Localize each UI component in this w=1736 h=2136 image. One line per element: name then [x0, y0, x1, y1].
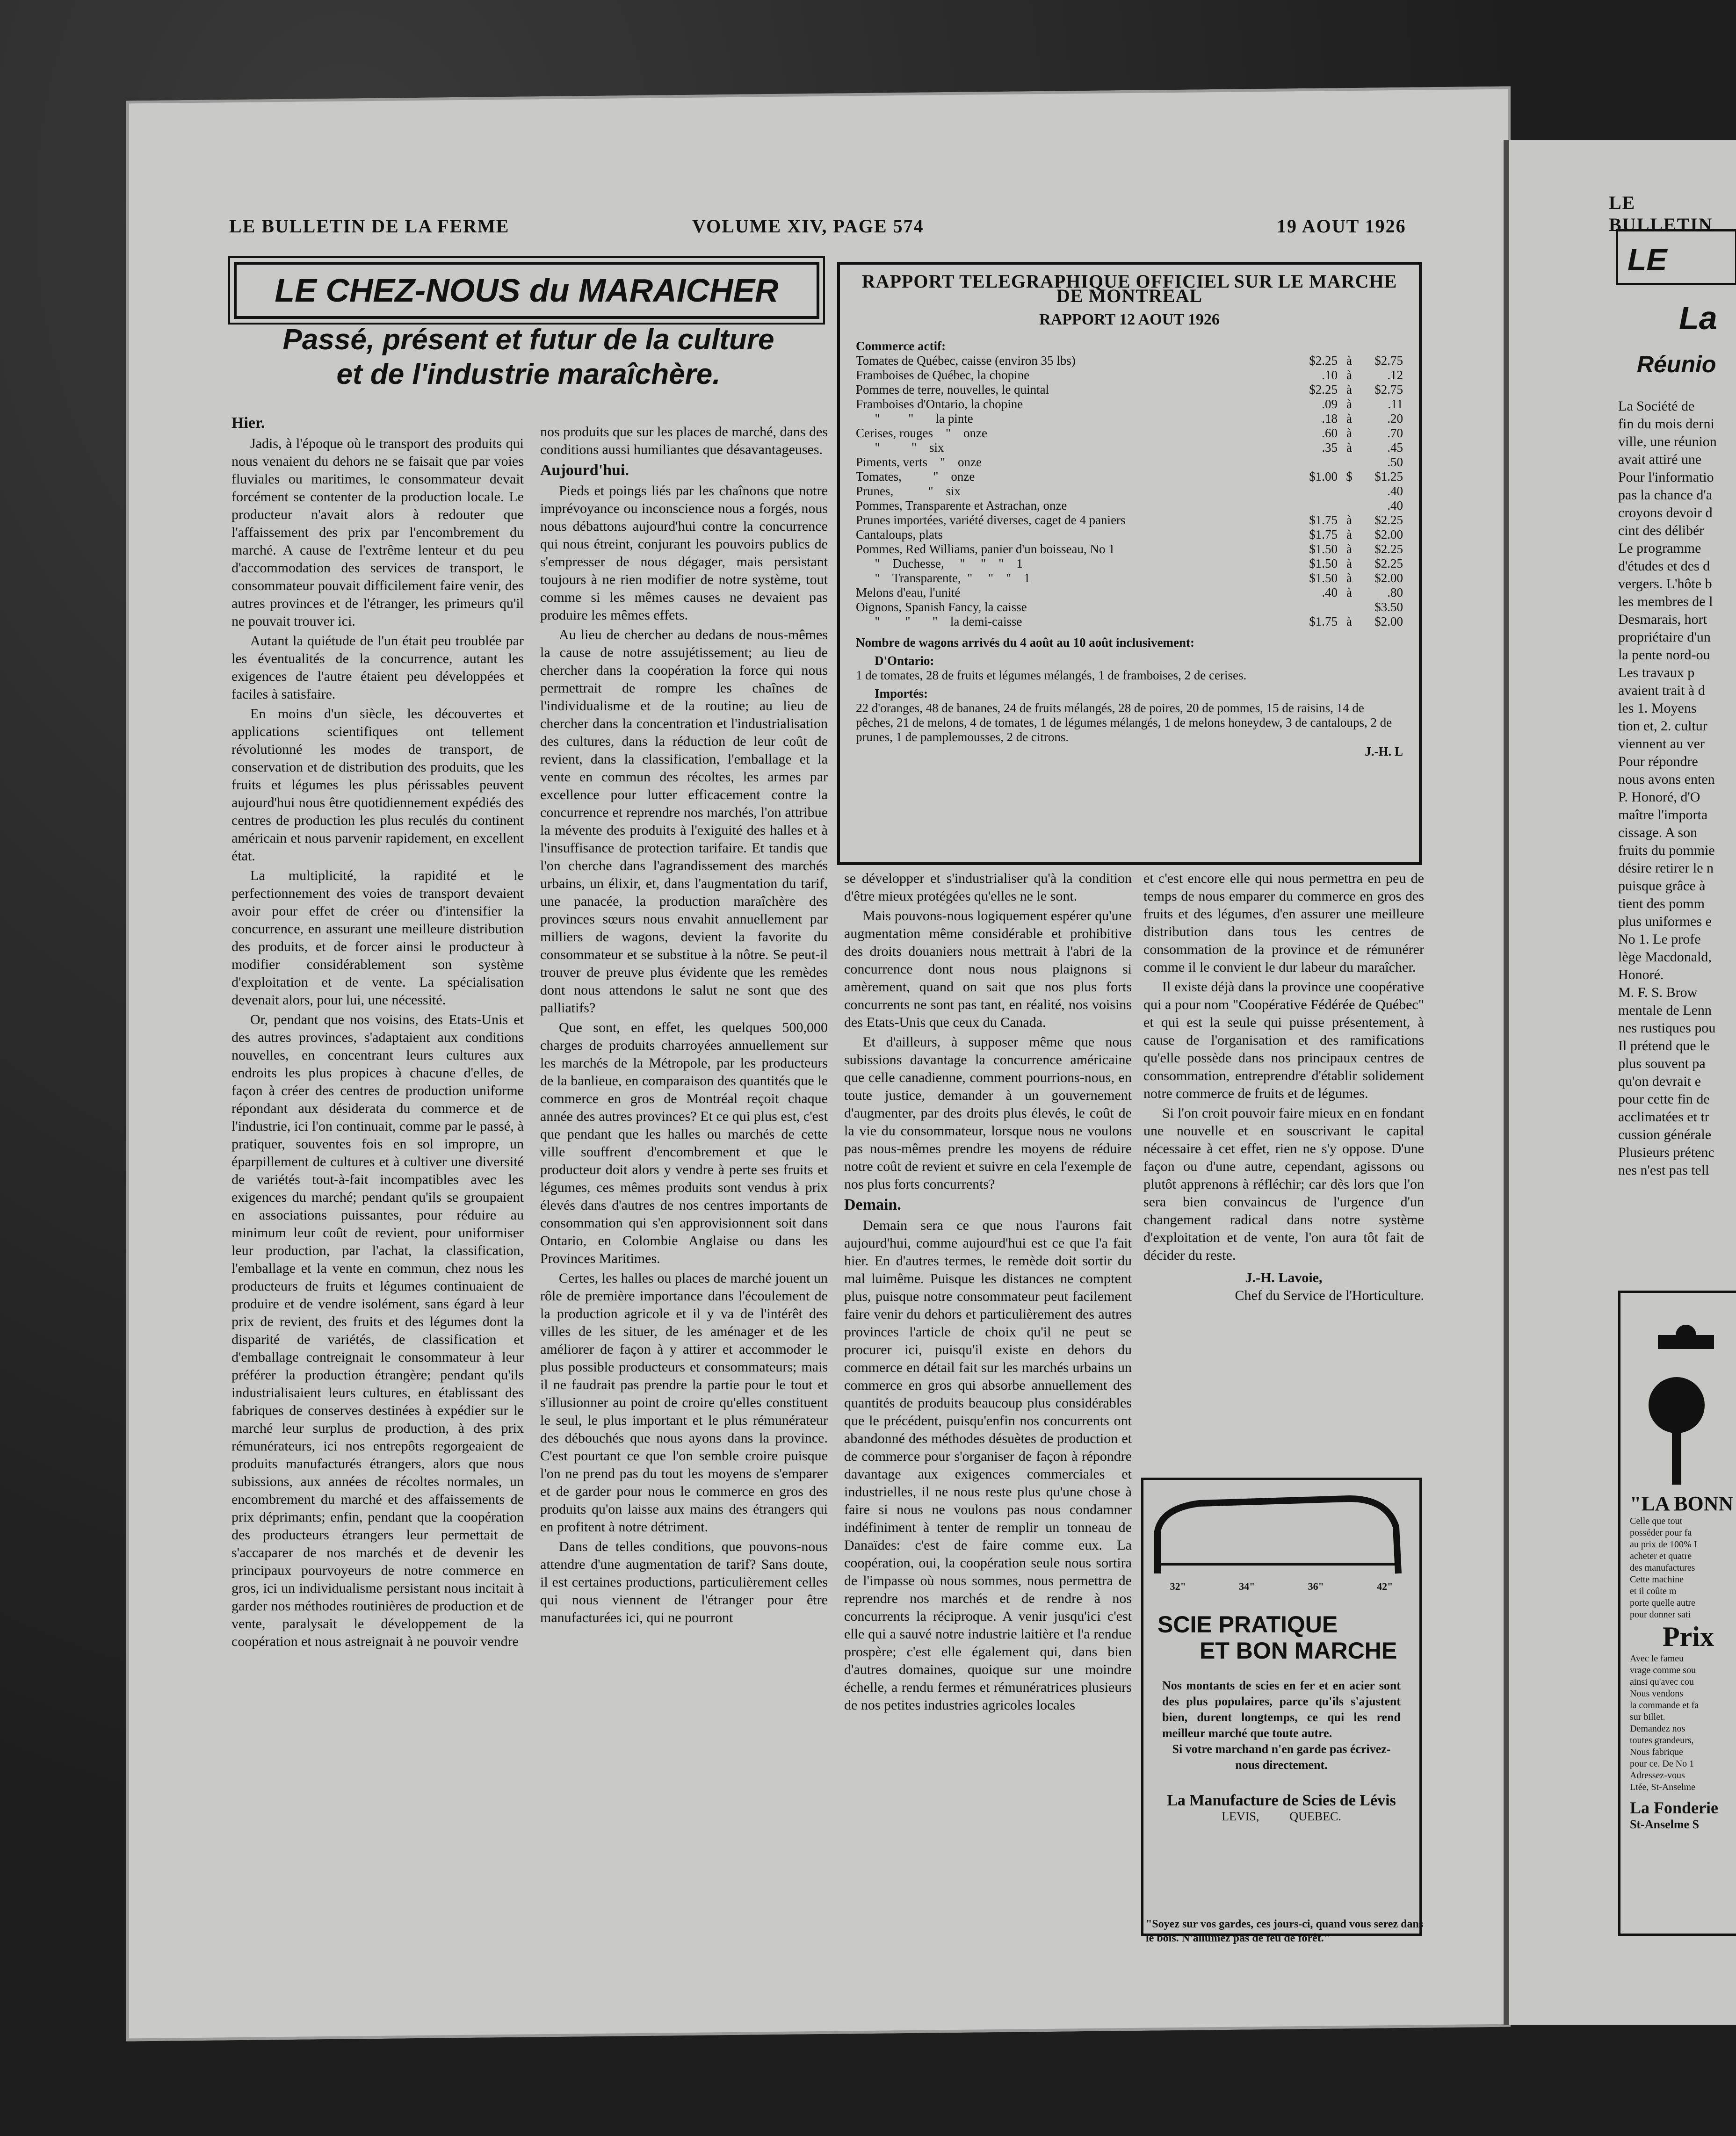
text-line: No 1. Le profe — [1618, 931, 1701, 947]
price-cell-s: à — [1346, 527, 1352, 541]
price-cell-s: à — [1346, 397, 1352, 411]
text-line: porte quelle autre — [1630, 1598, 1695, 1608]
price-cell-a: $1.50 — [1309, 542, 1338, 556]
paragraph: Or, pendant que nos voisins, des Etats-Unis et des autres provinces, s'adaptaient aux conditions nouvelles, en concentrant leurs cultures aux endroits les plus propices à chacune d'elles, de façon à créer des centres de production uniforme répondant aux désiderata du commerce et de l'industrie, ici l'on continuait, comme par le passé, à pratiquer, souventes fois en sol impropre, un éparpillement de cultures et à cultiver une diversité de variétés tout-à-fait incompatibles avec les exigences du marché; pendant qu'ils se groupaient en associations puissantes, pour réduire au minimum leur coût de revient, pour uniformiser leur production, par l'achat, la classification, l'emballage et la vente en commun, chez nous les producteurs de fruits et légumes continuaient de produire et de vendre isolément, sans égard à leur prix de revient, des fruits et des légumes dont la disparité de variétés, de classification et d'emballage contreignait le consommateur à leur préférer la production étrangère; pendant qu'ils industrialisaient leurs cultures, en établissant des fabriques de conserves destinées à expédier sur le marché leur surplus de production, à des prix rémunérateurs, ici nos entrepôts regorgeaient de produits manufacturés étrangers, alors que nous subissions, aux années de récoltes normales, un encombrement du marché et des affaissements de prix déprimants; enfin, pendant que la coopération des producteurs étrangers leur permettait de s'accaparer de nos marchés et de devenir les principaux pourvoyeurs de notre commerce en gros, ici un individualisme persistant nous incitait à garder nos méthodes routinières de production et de vente, paralysait le développement de la coopération et nous astreignait à ne pouvoir vendre — [231, 1012, 524, 1649]
text-line: d'études et des d — [1618, 558, 1710, 574]
text-line: nes rustiques pou — [1618, 1020, 1716, 1036]
paragraph: Autant la quiétude de l'un était peu troublée par les éventualités de la concurrence, autant les exigences de l'autre étaient peu développées et faciles à satisfaire. — [231, 633, 524, 702]
paragraph: se développer et s'industrialiser qu'à la condition d'être mieux protégées qu'elles ne le sont. — [844, 871, 1132, 904]
text-line: croyons devoir d — [1618, 505, 1713, 520]
price-cell-a: .10 — [1322, 368, 1338, 382]
price-cell-a: $1.75 — [1309, 513, 1338, 527]
paragraph: La multiplicité, la rapidité et le perfectionnement des voies de transport devaient avoir pour effet de créer ou d'intensifier la concurrence, en assurant une meilleure distribution des produits, et de forcer ainsi le producteur à modifier considérablement son système d'exploitation et de vente. La spécialisation devenait alors, pour lui, une nécessité. — [231, 868, 524, 1008]
price-table — [856, 354, 1403, 629]
price-row — [856, 498, 1403, 513]
price-cell-s: à — [1346, 411, 1352, 426]
text-line: cussion générale — [1618, 1127, 1712, 1142]
report-signature: J.-H. L — [1365, 744, 1403, 758]
price-cell-a: $1.50 — [1309, 571, 1338, 585]
paragraph: Si l'on croit pouvoir faire mieux en en fondant une nouvelle et en souscrivant le capital nécessaire à cet effet, rien ne s'y oppose. D'une façon ou d'une autre, cependant, agissons ou plutôt apprenons à réfléchir; car dès lors que l'on sera bien convaincus de l'urgence d'un changement radical dans notre système d'exploitation et de vente, l'on aura tôt fait de décider du reste. — [1143, 1105, 1424, 1263]
saw-advertisement — [1141, 1478, 1422, 1936]
ad-body: Nos montants de scies en fer et en acier sont des plus populaires, parce qu'ils s'ajustent bien, durent longtemps, ce qui les rend meilleur marché que toute autre. — [1162, 1679, 1401, 1740]
article-title-line1: Passé, présent et futur de la culture — [282, 324, 774, 356]
ad-maker: La Manufacture de Scies de Lévis — [1167, 1792, 1396, 1809]
text-line: nes n'est pas tell — [1618, 1162, 1709, 1178]
text-line: Celle que tout — [1630, 1516, 1683, 1526]
price-row — [856, 527, 1403, 542]
imported-text: 22 d'oranges, 48 de bananes, 24 de fruits mélangés, 28 de poires, 20 de pommes, 15 de raisins, 14 de pêches, 21 de melons, 4 de tomates, 1 de légumes mélangés, 1 de melons honeydew, 3 de cantaloups, 2 de prunes, 1 de pamplemousses, 2 de citrons. — [856, 701, 1392, 744]
text-line: désire retirer le n — [1618, 860, 1714, 876]
ad-city: LEVIS, QUEBEC. — [1222, 1810, 1341, 1823]
price-row — [856, 440, 1403, 455]
price-cell-b: .45 — [1387, 440, 1403, 455]
text-line: puisque grâce à — [1618, 878, 1706, 894]
price-cell-a: .09 — [1322, 397, 1338, 411]
text-line: mentale de Lenn — [1618, 1003, 1712, 1018]
price-cell-b: $3.50 — [1374, 600, 1403, 614]
paragraph: Que sont, en effet, les quelques 500,000 charges de produits charroyées annuellement sur les marchés de la Métropole, par les producteurs de la banlieue, en comparaison des quantités que le commerce en gros de Montréal reçoit chaque année des autres provinces? Et ce qui plus est, c'est que pendant que les halles ou marchés de cette ville souffrent d'encombrement et que le producteur doit alors y vendre à perte ses fruits et légumes, ces mêmes produits sont vendus à prix élevés dans d'autres de nos centres importants de consommation qui s'en approvisionnent soit dans Ontario, en Colombie Anglaise ou dans les Provinces Maritimes. — [540, 1020, 828, 1266]
text-line: maître l'importa — [1618, 807, 1708, 823]
text-line: lège Macdonald, — [1618, 949, 1712, 965]
text-line: qu'on devrait e — [1618, 1074, 1701, 1089]
price-cell-n: " " " la demi-caisse — [856, 614, 1022, 628]
text-line: au prix de 100% I — [1630, 1539, 1697, 1550]
price-row — [856, 455, 1403, 469]
price-cell-a — [1295, 484, 1338, 498]
price-cell-b: .40 — [1387, 498, 1403, 512]
price-cell-a: .40 — [1322, 585, 1338, 599]
price-cell-s: $ — [1346, 469, 1353, 483]
text-line: M. F. S. Brow — [1618, 985, 1698, 1000]
price-cell-b: $2.25 — [1374, 542, 1403, 556]
right-ad-title: "LA BONN — [1630, 1492, 1734, 1515]
size-label: 36" — [1308, 1580, 1324, 1592]
price-cell-n: " Duchesse, " " " 1 — [856, 556, 1023, 570]
text-line: Les travaux p — [1618, 665, 1695, 680]
machine-illustration — [1620, 1293, 1736, 1489]
price-row — [856, 513, 1403, 527]
paragraph: Jadis, à l'époque où le transport des produits qui nous venaient du dehors ne se faisait que par voies fluviales ou maritimes, le consommateur devait forcément se contenter de la production locale. Le producteur n'avait alors à redouter que l'affaissement des prix par l'encombrement du marché. A cause de l'extrême lenteur et du peu d'accommodation des services de transport, le consommateur pouvait difficilement faire venir, des autres provinces et de l'étranger, les primeurs qu'il ne pouvait trouver ici. — [231, 436, 524, 629]
text-line: cint des délibér — [1618, 523, 1704, 538]
author-title: Chef du Service de l'Horticulture. — [1235, 1288, 1424, 1303]
text-line: tion et, 2. cultur — [1618, 718, 1707, 734]
text-line: pour cette fin de — [1618, 1091, 1710, 1107]
price-row — [856, 600, 1403, 614]
size-label: 32" — [1170, 1580, 1186, 1592]
text-line: fruits du pommie — [1618, 843, 1715, 858]
price-cell-b: $2.25 — [1374, 513, 1403, 527]
text-line: et il coûte m — [1630, 1586, 1677, 1596]
price-cell-s: à — [1346, 354, 1352, 368]
price-cell-n: Prunes, " six — [856, 484, 961, 498]
price-row — [856, 397, 1403, 411]
price-cell-n: Framboises d'Ontario, la chopine — [856, 397, 1023, 411]
saw-frame-illustration — [1143, 1480, 1419, 1588]
header-center: VOLUME XIV, PAGE 574 — [692, 216, 924, 237]
section-banner: LE CHEZ-NOUS du MARAICHER — [234, 262, 819, 319]
ad-body-2: Si votre marchand n'en garde pas écrivez-nous directement. — [1172, 1742, 1391, 1772]
right-ad-footer: La Fonderie — [1630, 1798, 1718, 1817]
price-cell-s: à — [1346, 542, 1352, 556]
imported-heading: Importés: — [875, 686, 928, 700]
price-cell-b: $2.25 — [1374, 556, 1403, 570]
paragraph: Il existe déjà dans la province une coopérative qui a pour nom "Coopérative Fédérée de Québec" et qui est la seule qui puisse présentement, à cause de l'organisation et des ramifications qu'elle possède dans nos principaux centres de consommation, entreprendre d'établir solidement notre commerce de fruits et de légumes. — [1143, 979, 1424, 1101]
paragraph: Dans de telles conditions, que pouvons-nous attendre d'une augmentation de tarif? Sans doute, il est certaines productions, particulièrement celles qui nous viennent de l'étranger pour être manufacturées ici, qui ne pourront — [540, 1539, 828, 1625]
price-cell-b: $2.75 — [1374, 354, 1403, 368]
report-section: Commerce actif: — [856, 339, 946, 353]
price-cell-a — [1295, 600, 1338, 614]
text-line: des manufactures — [1630, 1563, 1695, 1573]
text-line: posséder pour fa — [1630, 1528, 1692, 1538]
text-line: avait attiré une — [1618, 452, 1702, 467]
right-header: LE BULLETIN — [1609, 192, 1713, 235]
price-cell-s — [1338, 600, 1361, 614]
text-line: la commande et fa — [1630, 1700, 1699, 1710]
price-cell-a: .18 — [1322, 411, 1338, 426]
price-cell-n: Pommes, Transparente et Astrachan, onze — [856, 498, 1067, 512]
right-title: La — [1679, 300, 1717, 336]
ad-headline-2: ET BON MARCHE — [1200, 1638, 1397, 1664]
paragraph: En moins d'un siècle, les découvertes et applications scientifiques ont tellement révolutionné les modes de transport, de conservation et de distribution des produits, que les fruits et légumes les plus périssables peuvent aujourd'hui nous être quotidiennement expédiés des centres de production les plus reculés du continent américain et nous parvenir rapidement, en excellent état. — [231, 706, 524, 864]
price-row — [856, 571, 1403, 585]
price-cell-b: .50 — [1387, 455, 1403, 469]
text-line: Pour l'informatio — [1618, 469, 1714, 485]
text-line: tient des pomm — [1618, 896, 1705, 911]
price-cell-a: $1.75 — [1309, 527, 1338, 541]
text-line: Ltée, St-Anselme — [1630, 1782, 1695, 1792]
paragraph: Certes, les halles ou places de marché jouent un rôle de première importance dans l'écoulement de la production agricole et il y va de l'intérêt des villes de les situer, de les aménager et de les améliorer de façon à y attirer et accommoder le plus possible producteurs et consommateurs; mais il ne faudrait pas prendre la partie pour le tout et s'illusionner au point de croire qu'elles constituent le seul, le plus important et le plus rémunérateur des débouchés que nous ayons dans la province. C'est pourtant ce que l'on semble croire puisque l'on ne prend pas du tout les moyens de s'emparer et de garder pour nous le commerce en gros des produits qu'on laisse aux mains des étrangers qui en profitent à notre détriment. — [540, 1270, 828, 1535]
text-line: propriétaire d'un — [1618, 629, 1711, 645]
paragraph: Pieds et poings liés par les chaînons que notre imprévoyance ou inconscience nous a forgés, nous nous débattons aujourd'hui contre la concurrence qui nous étreint, conjurant les pouvoirs publics de s'empresser de nous dégager, mais persistant toujours à ne rien modifier de notre système, tout comme si les mêmes causes ne devaient pas produire les mêmes effets. — [540, 483, 828, 623]
text-line: Il prétend que le — [1618, 1038, 1710, 1054]
price-cell-s: à — [1346, 585, 1352, 599]
text-line: acclimatées et tr — [1618, 1109, 1709, 1125]
price-row — [856, 411, 1403, 426]
text-line: pour ce. De No 1 — [1630, 1759, 1694, 1769]
text-line: la pente nord-ou — [1618, 647, 1710, 663]
fire-slogan: "Soyez sur vos gardes, ces jours-ci, quand vous serez dans le bois. N'allumez pas de feu de forêt." — [1146, 1918, 1424, 1944]
header-right: 19 AOUT 1926 — [1277, 216, 1406, 237]
text-line: P. Honoré, d'O — [1618, 789, 1700, 805]
text-line: ainsi qu'avec cou — [1630, 1677, 1694, 1687]
price-cell-s: à — [1346, 382, 1352, 397]
text-line: plus uniformes e — [1618, 914, 1712, 929]
text-line: cissage. A son — [1618, 825, 1698, 840]
price-row — [856, 469, 1403, 484]
right-subtitle: Réunio — [1637, 351, 1716, 377]
column-2 — [540, 423, 828, 1629]
text-line: sur billet. — [1630, 1712, 1665, 1722]
price-cell-b: .70 — [1387, 426, 1403, 440]
ontario-heading: D'Ontario: — [875, 654, 934, 668]
text-line: pour donner sati — [1630, 1609, 1691, 1620]
price-row — [856, 556, 1403, 571]
price-cell-s: à — [1346, 556, 1352, 570]
price-cell-b: .40 — [1387, 484, 1403, 498]
text-line: La Société de — [1618, 398, 1695, 414]
price-cell-s — [1338, 455, 1361, 469]
report-subtitle: RAPPORT 12 AOUT 1926 — [1039, 311, 1220, 328]
text-line: plus souvent pa — [1618, 1056, 1706, 1071]
text-line: pas la chance d'a — [1618, 487, 1713, 503]
text-line: nous avons enten — [1618, 772, 1715, 787]
price-cell-a: $2.25 — [1309, 354, 1338, 368]
text-line: Nous vendons — [1630, 1689, 1683, 1699]
ontario-text: 1 de tomates, 28 de fruits et légumes mélangés, 1 de framboises, 2 de cerises. — [856, 668, 1247, 682]
right-ad-body-2 — [1620, 1653, 1736, 1793]
price-row — [856, 484, 1403, 498]
text-line: acheter et quatre — [1630, 1551, 1692, 1561]
right-banner: LE — [1616, 229, 1736, 285]
right-advertisement — [1618, 1291, 1736, 1936]
paragraph: nos produits que sur les places de marché, dans des conditions aussi humiliantes que désavantageuses. — [540, 424, 828, 457]
price-row — [856, 426, 1403, 440]
author-name: J.-H. Lavoie, — [1245, 1270, 1323, 1285]
paragraph: Mais pouvons-nous logiquement espérer qu'une augmentation même considérable et prohibitive des droits douaniers nous mettrait à l'abri de la concurrence dont nous nous plaignons si amèrement, quand on sait que nos plus forts concurrents ne sont pas tant, en réalité, nos voisins des Etats-Unis que ceux du Canada. — [844, 908, 1132, 1030]
column-3 — [844, 870, 1132, 1716]
price-row — [856, 368, 1403, 382]
column-4 — [1143, 870, 1424, 1305]
price-cell-n: Tomates, " onze — [856, 469, 975, 483]
price-cell-b: $2.00 — [1374, 527, 1403, 541]
price-cell-n: Prunes importées, variété diverses, caget de 4 paniers — [856, 513, 1126, 527]
text-line: Adressez-vous — [1630, 1770, 1685, 1781]
price-cell-n: Piments, verts " onze — [856, 455, 982, 469]
right-column — [1618, 397, 1736, 1179]
wagons-heading: Nombre de wagons arrivés du 4 août au 10 août inclusivement: — [856, 635, 1195, 649]
price-cell-b: .20 — [1387, 411, 1403, 426]
price-cell-n: " Transparente, " " " 1 — [856, 571, 1030, 585]
price-cell-s: à — [1346, 513, 1352, 527]
price-cell-b: $2.75 — [1374, 382, 1403, 397]
text-line: toutes grandeurs, — [1630, 1735, 1694, 1746]
price-cell-s: à — [1346, 368, 1352, 382]
market-report-box — [837, 262, 1422, 865]
paragraph: Au lieu de chercher au dedans de nous-mêmes la cause de notre assujétissement; au lieu de chercher dans la coopération la force qui nous permettrait de rompre les chaînes de l'individualisme et de la routine; au lieu de chercher dans la concentration et l'industrialisation des cultures, dans la réduction de leur coût de revient, dans la classification, l'emballage et la vente en commun des récoltes, les armes par excellence pour lutter efficacement contre la concurrence et reprendre nos marchés, l'on attribue la mévente des produits à l'exiguité des halles et à l'insuffisance de protection tarifaire. Et tandis que l'on cherche dans l'agrandissement des marchés urbains, un élixir, et, dans l'augmentation du tarif, une panacée, la production maraîchère des provinces sœurs nous envahit annuellement par milliers de wagons, devient la favorite du consommateur et se substitue à la nôtre. Se peut-il trouver de preuve plus évidente que les remèdes dont nous attendons le salut ne sont que des palliatifs? — [540, 627, 828, 1016]
text-line: Le programme — [1618, 541, 1701, 556]
text-line: Cette machine — [1630, 1574, 1684, 1585]
price-row — [856, 542, 1403, 556]
header-left: LE BULLETIN DE LA FERME — [229, 216, 510, 237]
text-line: viennent au ver — [1618, 736, 1705, 751]
heading-aujourdhui: Aujourd'hui. — [540, 462, 629, 479]
price-cell-s: à — [1346, 426, 1352, 440]
text-line: les membres de l — [1618, 594, 1713, 609]
price-cell-a: .35 — [1322, 440, 1338, 455]
text-line: vergers. L'hôte b — [1618, 576, 1712, 592]
price-cell-n: Melons d'eau, l'unité — [856, 585, 961, 599]
ad-headline — [1157, 1611, 1419, 1664]
price-cell-b: $2.00 — [1374, 614, 1403, 628]
text-line: Desmarais, hort — [1618, 612, 1707, 627]
report-title: RAPPORT TELEGRAPHIQUE OFFICIEL SUR LE MARCHE DE MONTREAL — [861, 271, 1397, 306]
paragraph: Demain sera ce que nous l'aurons fait aujourd'hui, comme aujourd'hui est ce que l'a fait hier. En d'autres termes, le remède doit sortir du mal luimême. Puisque les distances ne comptent plus, puisque notre consommateur peut facilement faire venir du dehors et particulièrement des autres provinces l'article de choix qu'il ne peut se procurer ici, puisqu'il existe en dehors du commerce en détail fait sur les marchés urbains un commerce en gros qui absorbe annuellement des quantités de produits beaucoup plus considérables que le précédent, puisqu'enfin nos concurrents ont abandonné des méthodes désuètes de production et de commerce pour s'organiser de façon à répondre davantage aux exigences commerciales et industrielles, il ne nous reste plus qu'une chose à faire si nous ne voulons pas nous condamner indéfiniment à tenter de remplir un tonneau de Danaïdes: c'est de faire comme eux. La coopération, oui, la coopération seule nous sortira de l'impasse où nous sommes, nous permettra de reprendre nos marchés et de rendre à nos concurrents la réciproque. A venir jusqu'ici c'est elle qui a sauvé notre industrie laitière et l'a rendue prospère; c'est elle également qui, dans bien d'autres domaines, quoique sur une moindre échelle, a rendu fermes et rémunératrices plusieurs de nos petites industries agricoles locales — [844, 1218, 1132, 1713]
price-cell-a: $1.75 — [1309, 614, 1338, 628]
text-line: avaient trait à d — [1618, 683, 1705, 698]
price-cell-a: .60 — [1322, 426, 1338, 440]
price-cell-a — [1295, 455, 1338, 469]
right-ad-body — [1620, 1515, 1736, 1621]
text-line: Pour répondre — [1618, 754, 1698, 769]
price-cell-n: Oignons, Spanish Fancy, la caisse — [856, 600, 1027, 614]
price-cell-b: .80 — [1387, 585, 1403, 599]
paragraph: Et d'ailleurs, à supposer même que nous subissions davantage la concurrence américaine que celle canadienne, comment pourrions-nous, en toute justice, demander à un gouvernement d'augmenter, par des droits plus élevés, le coût de la vie du consommateur, lorsque nous ne voulons pas nous-mêmes prendre les moyens de réduire notre coût de revient et suivre en cela l'exemple de nos plus forts concurrents? — [844, 1034, 1132, 1192]
price-cell-n: " " six — [856, 440, 944, 455]
price-row — [856, 585, 1403, 600]
price-cell-n: Framboises de Québec, la chopine — [856, 368, 1030, 382]
price-cell-n: Cerises, rouges " onze — [856, 426, 987, 440]
price-cell-a — [1295, 498, 1338, 513]
ad-headline-1: SCIE PRATIQUE — [1157, 1611, 1338, 1638]
paragraph: et c'est encore elle qui nous permettra en peu de temps de nous emparer du commerce en gros des fruits et des légumes, d'en assurer une meilleure distribution dans tous les centres de consommation de la province et de rémunérer comme il le convient le dur labeur du maraîcher. — [1143, 871, 1424, 975]
price-cell-n: Pommes, Red Williams, panier d'un boisseau, No 1 — [856, 542, 1115, 556]
text-line: Demandez nos — [1630, 1724, 1685, 1734]
price-cell-n: " " la pinte — [856, 411, 973, 426]
price-row — [856, 614, 1403, 629]
text-line: ville, une réunion — [1618, 434, 1717, 449]
price-cell-n: Cantaloups, plats — [856, 527, 943, 541]
price-cell-n: Tomates de Québec, caisse (environ 35 lbs) — [856, 354, 1076, 368]
right-ad-prix: Prix — [1663, 1621, 1714, 1652]
text-line: Nous fabrique — [1630, 1747, 1683, 1757]
price-cell-b: .11 — [1388, 397, 1403, 411]
size-label: 42" — [1377, 1580, 1393, 1592]
price-cell-s — [1338, 484, 1361, 498]
text-line: Plusieurs prétenc — [1618, 1145, 1714, 1160]
price-cell-s — [1338, 498, 1361, 513]
size-label: 34" — [1239, 1580, 1255, 1592]
price-cell-b: .12 — [1387, 368, 1403, 382]
text-line: Avec le fameu — [1630, 1653, 1684, 1664]
article-title — [224, 323, 832, 392]
price-cell-b: $1.25 — [1374, 469, 1403, 483]
price-cell-s: à — [1346, 571, 1352, 585]
text-line: vrage comme sou — [1630, 1665, 1696, 1675]
text-line: les 1. Moyens — [1618, 700, 1697, 716]
price-cell-s: à — [1346, 614, 1352, 628]
text-line: fin du mois derni — [1618, 416, 1714, 432]
price-cell-a: $1.00 — [1309, 469, 1338, 483]
right-ad-footer-2: St-Anselme S — [1630, 1818, 1700, 1831]
column-1 — [231, 411, 524, 1653]
price-cell-b: $2.00 — [1374, 571, 1403, 585]
price-cell-a: $2.25 — [1309, 382, 1338, 397]
price-cell-s: à — [1346, 440, 1352, 455]
price-cell-n: Pommes de terre, nouvelles, le quintal — [856, 382, 1049, 397]
price-cell-a: $1.50 — [1309, 556, 1338, 570]
text-line: Honoré. — [1618, 967, 1664, 982]
heading-demain: Demain. — [844, 1196, 901, 1213]
article-title-line2: et de l'industrie maraîchère. — [336, 358, 721, 390]
heading-hier: Hier. — [231, 414, 265, 432]
price-row — [856, 354, 1403, 368]
price-row — [856, 382, 1403, 397]
